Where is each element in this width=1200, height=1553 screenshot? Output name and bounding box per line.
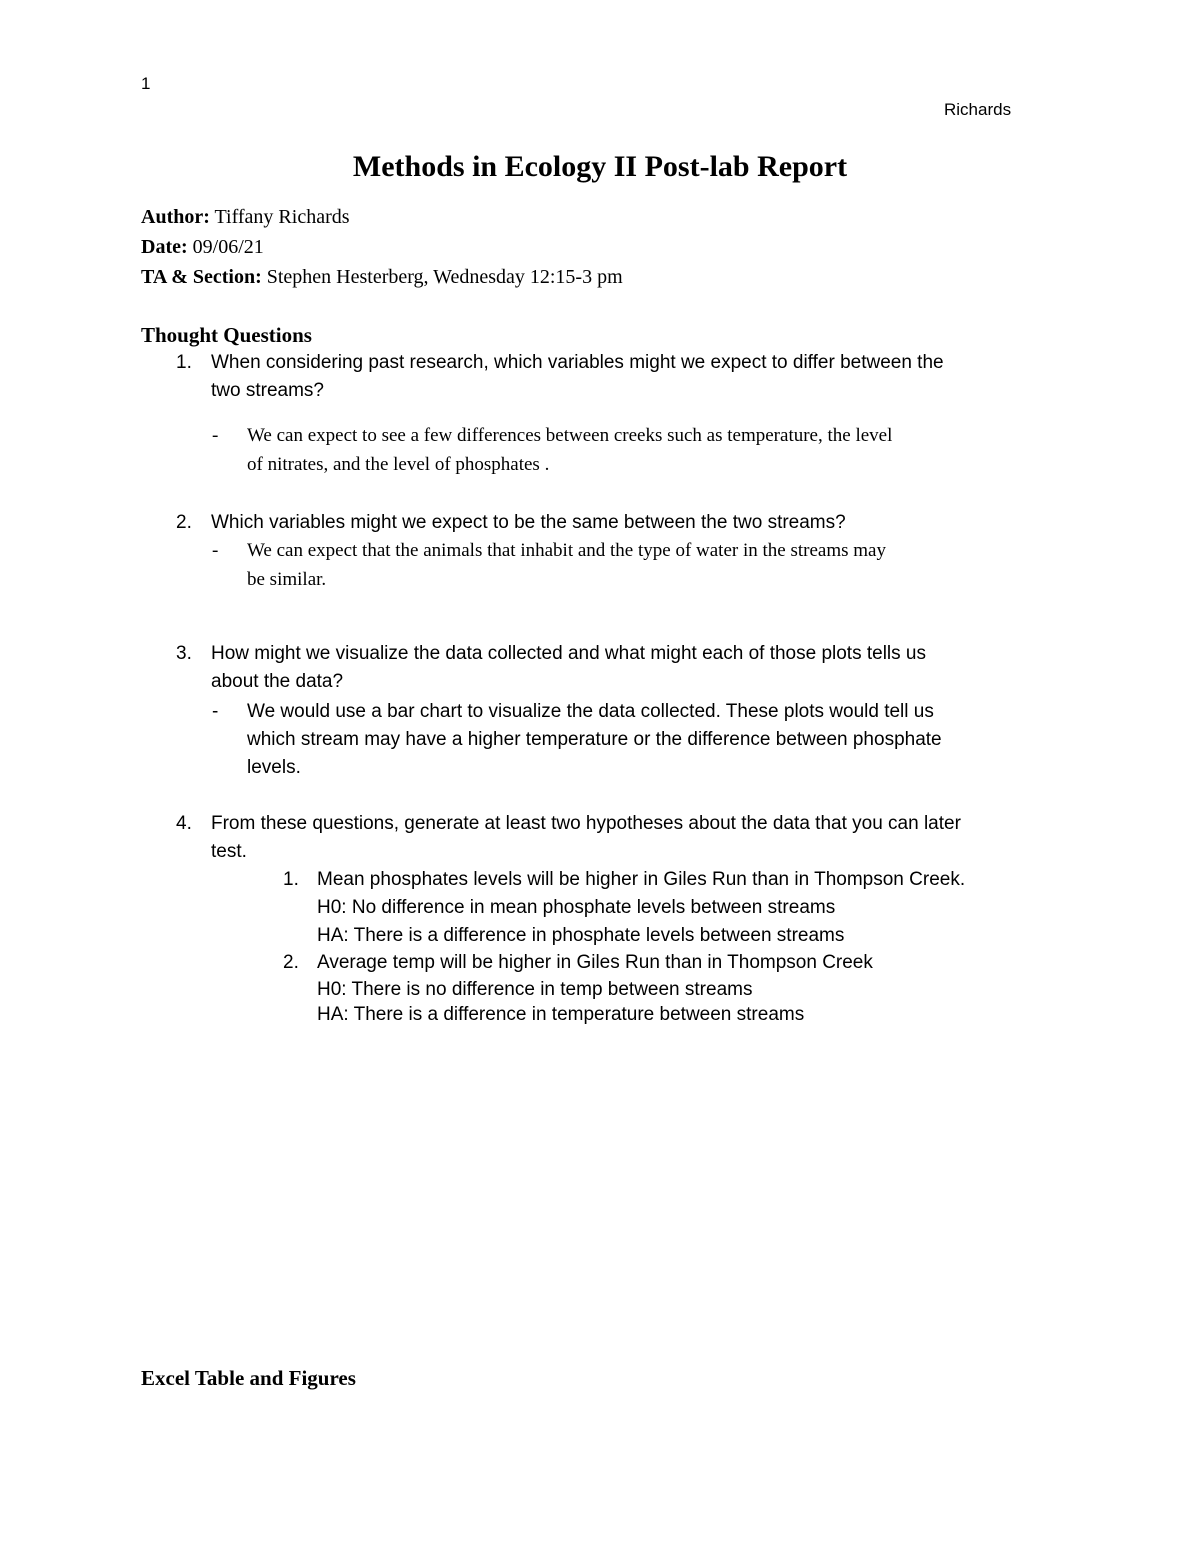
question-text-line: From these questions, generate at least two hypotheses about the data that you can later [211, 813, 961, 834]
answer-text-line: be similar. [247, 569, 327, 590]
answer-text-line: levels. [247, 757, 301, 778]
date-value: 09/06/21 [187, 236, 264, 258]
hypothesis-statement: Mean phosphates levels will be higher in Giles Run than in Thompson Creek. [317, 869, 966, 890]
question-number: 2. [176, 512, 192, 533]
question-text-line: two streams? [211, 380, 324, 401]
author-label: Author: [141, 206, 210, 228]
page-number: 1 [141, 74, 151, 93]
answer-text-line: We can expect to see a few differences between creeks such as temperature, the level [247, 425, 893, 446]
question-text-line: How might we visualize the data collected and what might each of those plots tells us [211, 643, 926, 664]
answer-dash: - [212, 701, 219, 722]
author-line [141, 206, 350, 229]
running-head: Richards [944, 100, 1012, 119]
answer-text-line: We would use a bar chart to visualize the data collected. These plots would tell us [247, 701, 934, 722]
question-text-line: When considering past research, which variables might we expect to differ between the [211, 352, 944, 373]
hypothesis-number: 1. [283, 869, 299, 890]
answer-text-line: We can expect that the animals that inhabit and the type of water in the streams may [247, 540, 886, 561]
question-number: 4. [176, 813, 192, 834]
date-label: Date: [141, 236, 188, 258]
null-hypothesis: H0: There is no difference in temp between streams [317, 979, 753, 1000]
document-title: Methods in Ecology II Post-lab Report [352, 150, 848, 183]
question-number: 1. [176, 352, 192, 373]
answer-text-line: of nitrates, and the level of phosphates . [247, 454, 550, 475]
thought-questions-heading: Thought Questions [141, 323, 312, 347]
alternative-hypothesis: HA: There is a difference in phosphate levels between streams [317, 925, 845, 946]
hypothesis-number: 2. [283, 952, 299, 973]
hypothesis-statement: Average temp will be higher in Giles Run than in Thompson Creek [317, 952, 873, 973]
question-number: 3. [176, 643, 192, 664]
author-value: Tiffany Richards [209, 206, 350, 228]
answer-dash: - [212, 425, 219, 446]
ta-section-line [141, 266, 623, 289]
question-text-line: about the data? [211, 671, 344, 692]
date-line [141, 236, 264, 259]
excel-section-heading: Excel Table and Figures [141, 1366, 356, 1390]
alternative-hypothesis: HA: There is a difference in temperature between streams [317, 1004, 805, 1025]
answer-text-line: which stream may have a higher temperature or the difference between phosphate [247, 729, 942, 750]
null-hypothesis: H0: No difference in mean phosphate levels between streams [317, 897, 836, 918]
answer-dash: - [212, 540, 219, 561]
question-text-line: Which variables might we expect to be the same between the two streams? [211, 512, 846, 533]
ta-value: Stephen Hesterberg, Wednesday 12:15-3 pm [261, 266, 623, 288]
question-text-line: test. [211, 841, 247, 862]
ta-label: TA & Section: [141, 266, 262, 288]
